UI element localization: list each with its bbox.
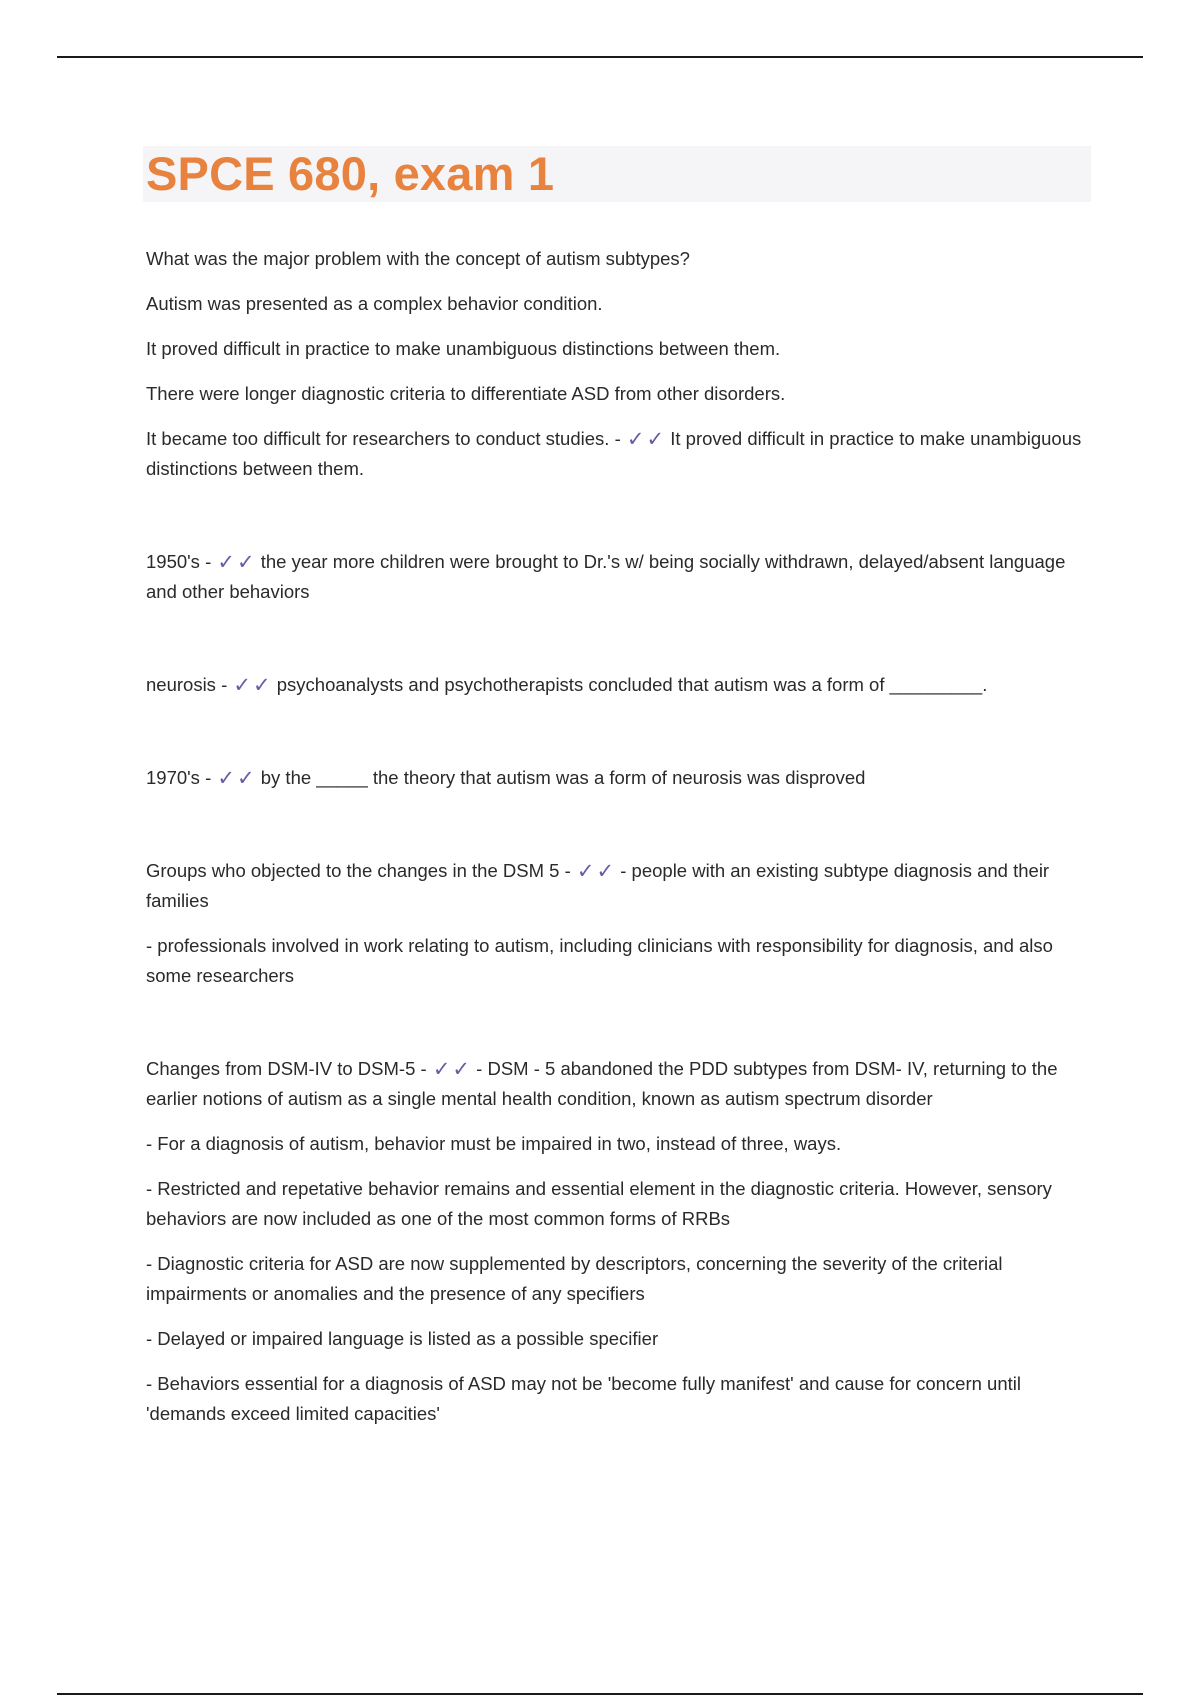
term-answer-line	[146, 424, 1096, 484]
header-rule	[57, 56, 1143, 58]
answer-continuation: - For a diagnosis of autism, behavior must be impaired in two, instead of three, ways.	[146, 1133, 842, 1154]
question-text: What was the major problem with the concept of autism subtypes?	[146, 248, 690, 269]
separator: -	[205, 551, 212, 572]
flashcard	[146, 1054, 1096, 1429]
double-checkmark-icon: ✓✓	[217, 551, 255, 574]
separator: -	[614, 428, 621, 449]
answer-continuation: - Restricted and repetative behavior remains and essential element in the diagnostic criteria. However, sensory behaviors are now included as one of the most common forms of RRBs	[146, 1178, 1052, 1229]
flashcard	[146, 670, 1096, 700]
flashcard-list	[146, 244, 1096, 1444]
flashcard	[146, 244, 1096, 484]
double-checkmark-icon: ✓✓	[576, 860, 615, 883]
answer-continuation: - Diagnostic criteria for ASD are now supplemented by descriptors, concerning the severity of the criterial impairments or anomalies and the presence of any specifiers	[146, 1253, 1003, 1304]
separator: -	[221, 674, 228, 695]
answer-continuation: - professionals involved in work relating to autism, including clinicians with responsibility for diagnosis, and also some researchers	[146, 935, 1053, 986]
term-text: neurosis	[146, 674, 216, 695]
term-text: Changes from DSM-IV to DSM-5	[146, 1058, 416, 1079]
term-text: Groups who objected to the changes in the DSM 5	[146, 860, 560, 881]
answer-text: - people with an existing subtype diagnosis and their families	[146, 860, 1050, 911]
double-checkmark-icon: ✓✓	[626, 428, 665, 451]
answer-text: by the _____ the theory that autism was a form of neurosis was disproved	[260, 767, 866, 788]
answer-text: the year more children were brought to Dr.'s w/ being socially withdrawn, delayed/absent language and other behaviors	[146, 551, 1066, 602]
answer-text: psychoanalysts and psychotherapists concluded that autism was a form of _________.	[276, 674, 988, 695]
answer-text: - DSM - 5 abandoned the PDD subtypes from DSM- IV, returning to the earlier notions of autism as a single mental health condition, known as autism spectrum disorder	[146, 1058, 1058, 1109]
option-text: Autism was presented as a complex behavior condition.	[146, 293, 603, 314]
flashcard	[146, 856, 1096, 991]
term-text: 1950's	[146, 551, 200, 572]
double-checkmark-icon: ✓✓	[432, 1058, 471, 1081]
footer-rule	[57, 1693, 1143, 1695]
term-text: 1970's	[146, 767, 200, 788]
term-text: It became too difficult for researchers to conduct studies.	[146, 428, 610, 449]
option-text: It proved difficult in practice to make unambiguous distinctions between them.	[146, 338, 781, 359]
flashcard	[146, 547, 1096, 607]
separator: -	[564, 860, 571, 881]
option-text: There were longer diagnostic criteria to differentiate ASD from other disorders.	[146, 383, 786, 404]
term-answer-line	[146, 670, 1096, 700]
separator: -	[205, 767, 212, 788]
term-answer-line	[146, 1054, 1096, 1114]
term-answer-line	[146, 763, 1096, 793]
double-checkmark-icon: ✓✓	[233, 674, 271, 697]
term-answer-line	[146, 547, 1096, 607]
answer-continuation: - Delayed or impaired language is listed as a possible specifier	[146, 1328, 659, 1349]
page-title: SPCE 680, exam 1	[146, 147, 555, 200]
separator: -	[420, 1058, 427, 1079]
answer-text: It proved difficult in practice to make unambiguous distinctions between them.	[146, 428, 1082, 479]
flashcard	[146, 763, 1096, 793]
term-answer-line	[146, 856, 1096, 916]
double-checkmark-icon: ✓✓	[217, 767, 255, 790]
answer-continuation: - Behaviors essential for a diagnosis of ASD may not be 'become fully manifest' and cause for concern until 'demands exceed limited capacities'	[146, 1373, 1021, 1424]
